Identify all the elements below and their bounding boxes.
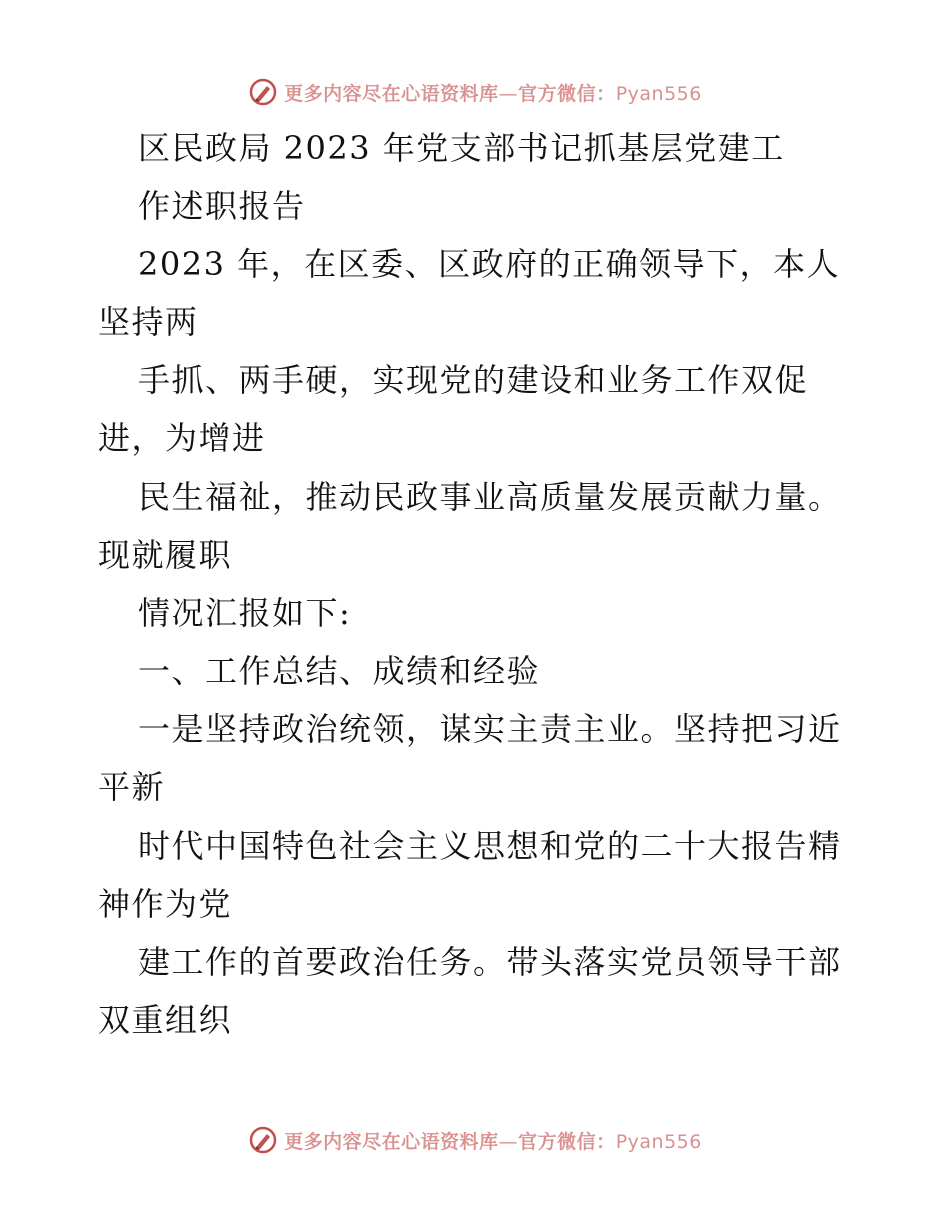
paragraph-line: 进，为增进	[98, 419, 266, 457]
paragraph-line: 建工作的首要政治任务。带头落实党员领导干部	[138, 943, 842, 981]
pen-seal-logo-icon	[248, 77, 278, 107]
section-heading: 一、工作总结、成绩和经验	[138, 652, 541, 690]
document-title-line-2: 作述职报告	[138, 187, 306, 225]
paragraph-line: 平新	[98, 768, 166, 806]
paragraph-line: 坚持两	[98, 303, 199, 341]
watermark-text: 更多内容尽在心语资料库—官方微信：Pyan556	[284, 82, 702, 105]
paragraph-line: 手抓、两手硬，实现党的建设和业务工作双促	[138, 361, 809, 399]
paragraph-line: 神作为党	[98, 885, 233, 923]
paragraph-line: 双重组织	[98, 1001, 233, 1039]
paragraph-line: 情况汇报如下:	[138, 594, 352, 632]
paragraph-line: 时代中国特色社会主义思想和党的二十大报告精	[138, 827, 842, 865]
document-title-line-1: 区民政局 2023 年党支部书记抓基层党建工	[138, 129, 785, 167]
watermark-text: 更多内容尽在心语资料库—官方微信：Pyan556	[284, 1130, 702, 1153]
paragraph-line: 现就履职	[98, 536, 233, 574]
paragraph-line: 2023 年，在区委、区政府的正确领导下，本人	[138, 245, 841, 283]
pen-seal-logo-icon	[248, 1125, 278, 1155]
footer-watermark	[0, 1120, 950, 1160]
paragraph-line: 民生福祉，推动民政事业高质量发展贡献力量。	[138, 478, 842, 516]
header-watermark	[0, 72, 950, 112]
paragraph-line: 一是坚持政治统领，谋实主责主业。坚持把习近	[138, 710, 842, 748]
